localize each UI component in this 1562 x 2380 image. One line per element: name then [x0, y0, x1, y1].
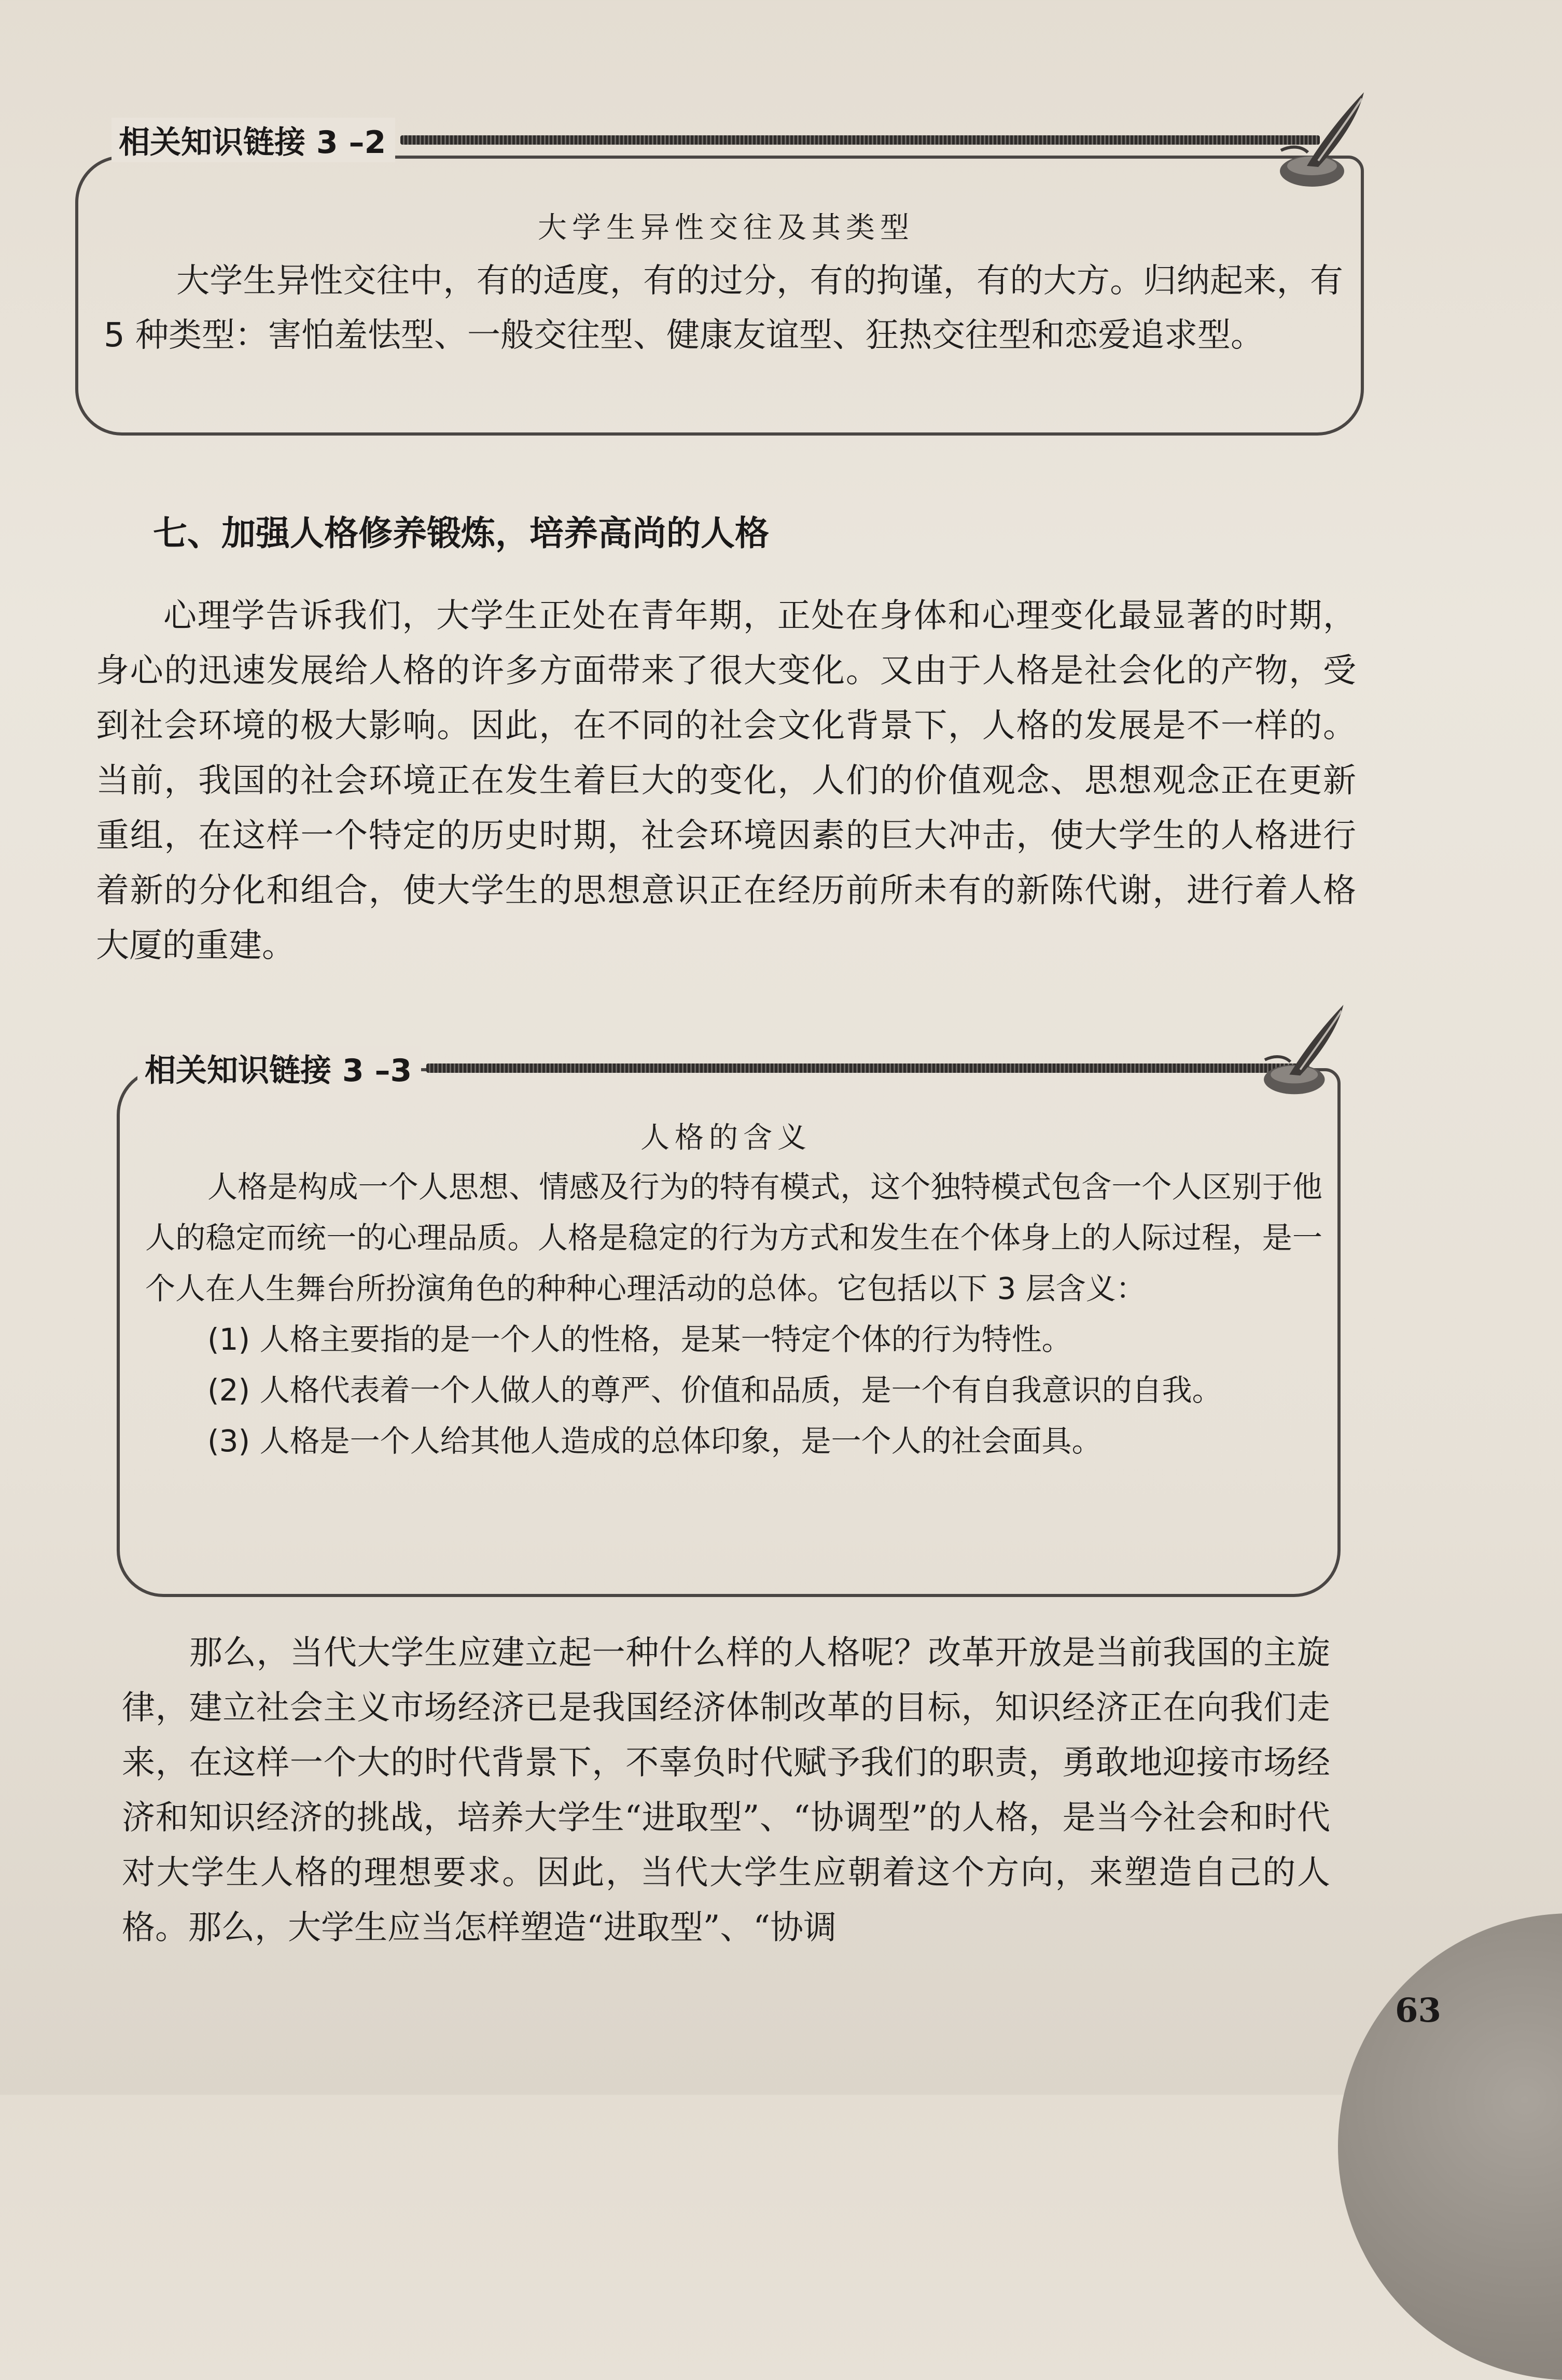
knowledge-box-3-3-label: 相关知识链接 3 –3: [137, 1046, 421, 1090]
knowledge-box-3-2-header: [111, 114, 1320, 166]
knowledge-box-3-3-header: [137, 1042, 1309, 1094]
section-paragraph: 心理学告诉我们，大学生正处在青年期，正处在身体和心理变化最显著的时期，身心的迅速发展给人格的许多方面带来了很大变化。又由于人格是社会化的产物，受到社会环境的极大影响。因此，在不同的社会文化背景下，人格的发展是不一样的。当前，我国的社会环境正在发生着巨大的变化，人们的价值观念、思想观念正在更新重组，在这样一个特定的历史时期，社会环境因素的巨大冲击，使大学生的人格进行着新的分化和组合，使大学生的思想意识正在经历前所未有的新陈代谢，进行着人格大厦的重建。: [96, 597, 1356, 965]
section-heading: 七、加强人格修养锻炼，培养高尚的人格: [153, 513, 769, 553]
knowledge-box-3-2-label: 相关知识链接 3 –2: [111, 118, 395, 162]
page-corner-shade: [1338, 1913, 1562, 2380]
knowledge-box-3-3-subtitle: 人格的含义: [640, 1121, 812, 1155]
page-number: 63: [1395, 1991, 1442, 2030]
knowledge-box-3-3-paragraph: 人格是构成一个人思想、情感及行为的特有模式，这个独特模式包含一个人区别于他人的稳定而统一的心理品质。人格是稳定的行为方式和发生在个体身上的人际过程，是一个人在人生舞台所扮演角色的种种心理活动的总体。它包括以下 3 层含义：: [145, 1169, 1322, 1306]
quill-and-inkpot-icon: [1271, 88, 1369, 192]
list-item: (3) 人格是一个人给其他人造成的总体印象，是一个人的社会面具。: [207, 1423, 1102, 1459]
knowledge-box-3-2-paragraph: 大学生异性交往中，有的适度，有的过分，有的拘谨，有的大方。归纳起来，有 5 种类型：害怕羞怯型、一般交往型、健康友谊型、狂热交往型和恋爱追求型。: [104, 262, 1343, 355]
knowledge-box-3-2-subtitle: 大学生异性交往及其类型: [538, 211, 914, 245]
header-rule: [426, 1063, 1309, 1073]
quill-and-inkpot-icon: [1255, 1001, 1348, 1099]
knowledge-box-3-3-body: [145, 1161, 1322, 1466]
knowledge-box-3-2-body: [104, 254, 1343, 363]
header-rule: [400, 135, 1320, 145]
list-item: (2) 人格代表着一个人做人的尊严、价值和品质，是一个有自我意识的自我。: [207, 1373, 1222, 1408]
list-item: (1) 人格主要指的是一个人的性格，是某一特定个体的行为特性。: [207, 1322, 1072, 1357]
closing-paragraph: 那么，当代大学生应建立起一种什么样的人格呢？改革开放是当前我国的主旋律，建立社会主义市场经济已是我国经济体制改革的目标，知识经济正在向我们走来，在这样一个大的时代背景下，不辜负时代赋予我们的职责，勇敢地迎接市场经济和知识经济的挑战，培养大学生“进取型”、“协调型”的人格，是当今社会和时代对大学生人格的理想要求。因此，当代大学生应朝着这个方向，来塑造自己的人格。那么，大学生应当怎样塑造“进取型”、“协调: [122, 1634, 1330, 1947]
